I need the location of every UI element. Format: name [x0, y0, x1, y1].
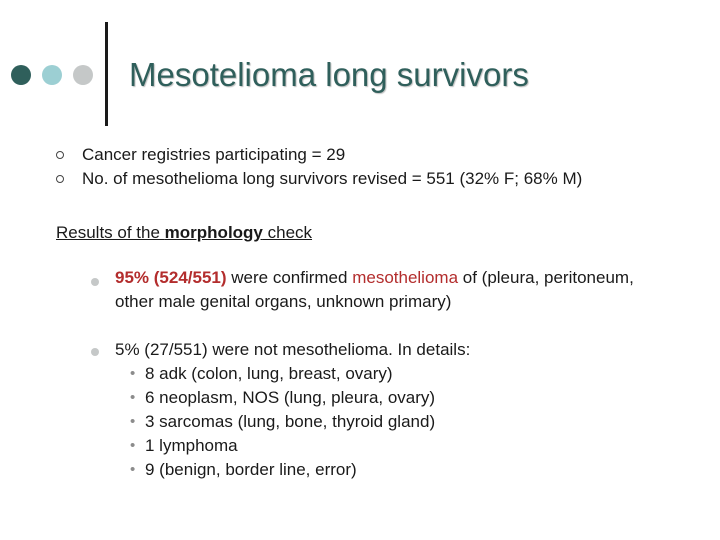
dot-bullet-icon: • [130, 461, 136, 478]
results-bold: morphology [164, 223, 263, 242]
detail-item [115, 410, 675, 434]
title-divider [105, 22, 108, 126]
detail-text: 8 adk (colon, lung, breast, ovary) [145, 364, 393, 383]
ring-bullet-icon [56, 175, 64, 183]
survivors-count-text: No. of mesothelioma long survivors revised = 551 (32% F; 68% M) [82, 169, 583, 188]
decor-dot-dark [11, 65, 31, 85]
confirmed-rest: of (pleura, peritoneum, other male genital organs, unknown primary) [115, 268, 634, 311]
ring-bullet-icon [56, 151, 64, 159]
not-confirmed-text: 5% (27/551) were not mesothelioma. In details: [115, 340, 471, 359]
registries-count-text: Cancer registries participating = 29 [82, 145, 346, 164]
decor-dot-light-teal [42, 65, 62, 85]
confirmed-keyword: mesothelioma [352, 268, 459, 287]
details-list [115, 362, 675, 482]
detail-text: 1 lymphoma [145, 436, 238, 455]
confirmed-finding [115, 266, 675, 314]
confirmed-mid: were confirmed [226, 268, 353, 287]
results-heading [56, 223, 312, 243]
detail-item [115, 362, 675, 386]
not-confirmed-finding [115, 338, 675, 482]
detail-item [115, 386, 675, 410]
results-suffix: check [262, 223, 313, 242]
detail-item [115, 434, 675, 458]
dot-bullet-icon: • [130, 389, 136, 406]
confirmed-share: 95% (524/551) [115, 268, 227, 287]
detail-text: 3 sarcomas (lung, bone, thyroid gland) [145, 412, 436, 431]
detail-item [115, 458, 675, 482]
detail-text: 9 (benign, border line, error) [145, 460, 357, 479]
results-prefix: Results of the [56, 223, 165, 242]
dot-bullet-icon: • [130, 437, 136, 454]
disc-bullet-icon [91, 348, 99, 356]
slide-title: Mesotelioma long survivors [129, 56, 529, 93]
disc-bullet-icon [91, 278, 99, 286]
dot-bullet-icon: • [130, 365, 136, 382]
decor-dot-gray [73, 65, 93, 85]
dot-bullet-icon: • [130, 413, 136, 430]
detail-text: 6 neoplasm, NOS (lung, pleura, ovary) [145, 388, 436, 407]
